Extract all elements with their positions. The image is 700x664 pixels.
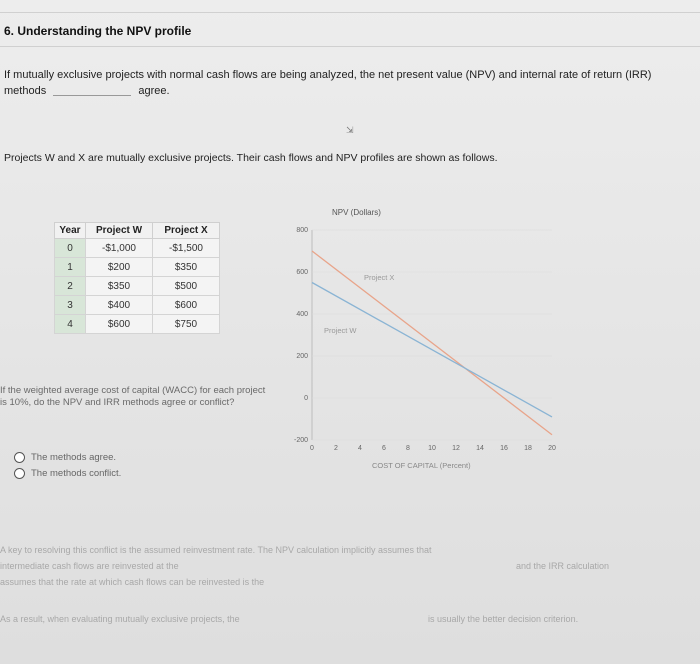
npv-profile-chart — [282, 200, 572, 500]
cell-year: 0 — [55, 239, 86, 258]
col-header-project-w: Project W — [86, 223, 153, 239]
explanation-line4b: is usually the better decision criterion. — [428, 614, 579, 624]
col-header-year: Year — [55, 223, 86, 239]
cell-year: 4 — [55, 315, 86, 334]
series-line-project-w — [312, 283, 552, 417]
cell-project-x: $350 — [153, 258, 220, 277]
col-header-project-x: Project X — [153, 223, 220, 239]
option-label: The methods agree. — [31, 452, 117, 463]
x-tick-label: 16 — [500, 445, 508, 452]
explanation-line2b: and the IRR calculation — [516, 561, 610, 571]
x-tick-label: 6 — [382, 445, 386, 452]
cell-project-w: $200 — [86, 258, 153, 277]
table-row — [55, 315, 220, 334]
x-tick-label: 2 — [334, 445, 338, 452]
wacc-question: If the weighted average cost of capital (WACC) for each project is 10%, do the NPV and IRR methods agree or conflict? — [0, 385, 266, 408]
cell-project-w: $600 — [86, 315, 153, 334]
project-w-annotation: Project W — [324, 326, 357, 335]
y-tick-label: 400 — [296, 311, 308, 318]
x-tick-label: 0 — [310, 445, 314, 452]
chart-title: NPV (Dollars) — [332, 208, 381, 217]
cash-flow-table — [54, 222, 220, 334]
cell-year: 1 — [55, 258, 86, 277]
project-x-annotation: Project X — [364, 273, 395, 282]
cell-project-w: $400 — [86, 296, 153, 315]
cell-year: 2 — [55, 277, 86, 296]
intro-text: Projects W and X are mutually exclusive projects. Their cash flows and NPV profiles are shown as follows. — [4, 152, 498, 164]
explanation-line1: A key to resolving this conflict is the assumed reinvestment rate. The NPV calculation implicitly assumes that — [0, 545, 432, 555]
section-title: 6. Understanding the NPV profile — [4, 24, 192, 38]
x-tick-label: 4 — [358, 445, 362, 452]
x-tick-label: 18 — [524, 445, 532, 452]
table-row — [55, 296, 220, 315]
x-tick-label: 14 — [476, 445, 484, 452]
y-tick-label: 800 — [296, 227, 308, 234]
cell-project-x: $750 — [153, 315, 220, 334]
x-tick-label: 10 — [428, 445, 436, 452]
y-tick-label: 200 — [296, 353, 308, 360]
explanation-line4a: As a result, when evaluating mutually exclusive projects, the — [0, 614, 240, 624]
radio-button[interactable] — [14, 468, 25, 479]
cell-project-x: $600 — [153, 296, 220, 315]
option-methods-conflict[interactable] — [14, 468, 121, 479]
option-label: The methods conflict. — [31, 468, 122, 479]
table-row — [55, 277, 220, 296]
explanation-line3: assumes that the rate at which cash flows can be reinvested is the — [0, 577, 265, 587]
question-text — [4, 67, 664, 99]
series-line-project-x — [312, 251, 552, 435]
radio-button[interactable] — [14, 452, 25, 463]
table-row — [55, 239, 220, 258]
x-tick-label: 8 — [406, 445, 410, 452]
cell-project-w: -$1,000 — [86, 239, 153, 258]
y-tick-label: -200 — [293, 437, 308, 444]
answer-blank-dropdown[interactable] — [53, 84, 131, 96]
y-tick-label: 0 — [304, 395, 308, 402]
cell-project-w: $350 — [86, 277, 153, 296]
explanation-line2: intermediate cash flows are reinvested at the — [0, 561, 179, 571]
top-divider — [0, 12, 700, 13]
x-tick-label: 12 — [452, 445, 460, 452]
question-part1: If mutually exclusive projects with normal cash flows are being analyzed, the net present value (NPV) and internal rate of return (IRR) methods — [4, 69, 652, 97]
x-axis-label: COST OF CAPITAL (Percent) — [372, 461, 471, 470]
cell-project-x: -$1,500 — [153, 239, 220, 258]
title-divider — [0, 46, 700, 47]
cell-project-x: $500 — [153, 277, 220, 296]
option-methods-agree[interactable] — [14, 452, 116, 463]
question-part2: agree. — [138, 85, 170, 97]
x-tick-label: 20 — [548, 445, 556, 452]
mouse-cursor-icon: ⇲ — [346, 125, 354, 135]
cell-year: 3 — [55, 296, 86, 315]
y-tick-label: 600 — [296, 269, 308, 276]
table-row — [55, 258, 220, 277]
